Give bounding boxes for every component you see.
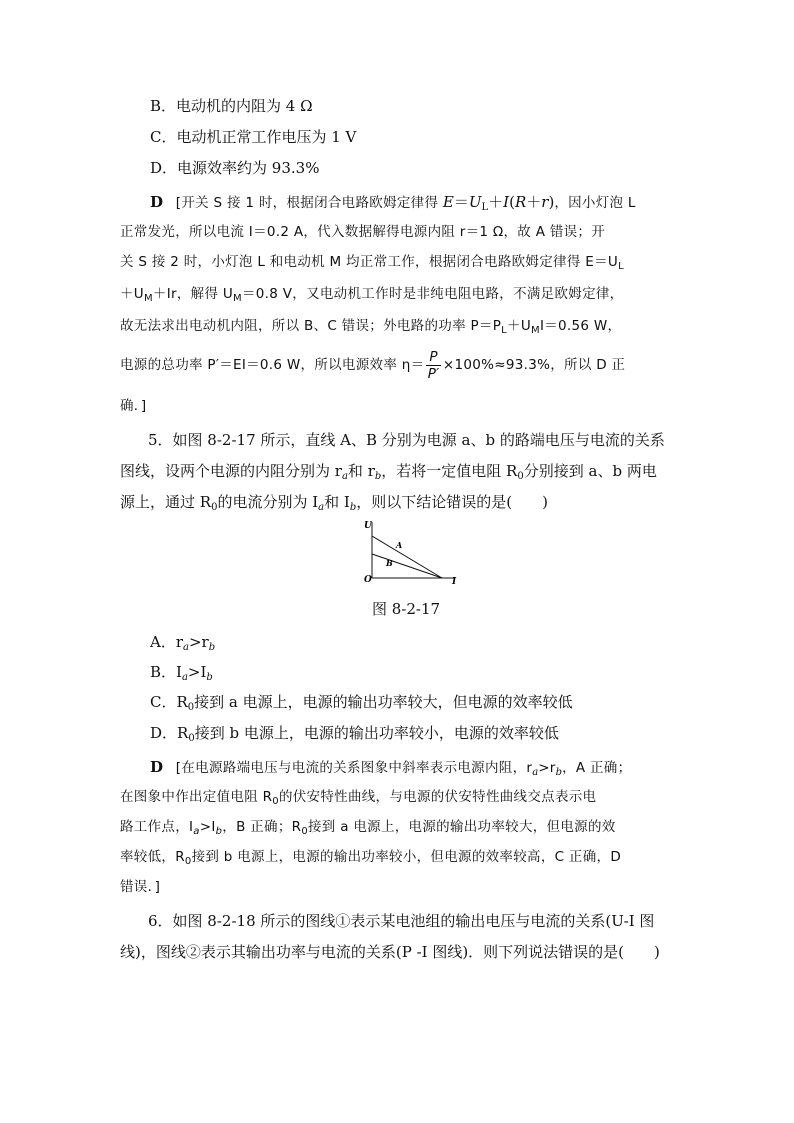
figure-caption: 图 8-2-17 (372, 600, 441, 618)
origin-label: O (364, 575, 372, 585)
q4-answer-line-6: 电源的总功率 P′＝EI＝0.6 W，所以电源效率 η＝ $\frac{P}{P'}$ ×100%≈93.3%，所以 D 正 (120, 348, 626, 382)
q5-option-d: D．$R_0$接到 b 电源上，电源的输出功率较小，电源的效率较低 (150, 724, 559, 744)
q4-answer-line-4: $+U_M+Ir$，解得 $U_M=0.8$ V，又电动机工作时是非纯电阻电路，不满足欧姆定律， (120, 286, 624, 304)
q4-answer-line-7: 确．] (120, 398, 147, 414)
q4-answer-line-5: 故无法求出电动机内阻，所以 B、C 错误；外电路的功率 $P=P_L+U_MI=0.56$ W， (120, 318, 622, 336)
figure-8-2-17 (356, 518, 466, 588)
q4-answer-letter: D (150, 193, 164, 211)
q5-option-c: C．$R_0$接到 a 电源上，电源的输出功率较大，但电源的效率较低 (150, 693, 573, 713)
q5-answer-line-1: D [在电源路端电压与电流的关系图象中斜率表示电源内阻，$r_a>r_b$，A 正确； (150, 758, 632, 778)
line-b-label: B (386, 558, 393, 568)
q5-stem-line-1: 5．如图 8-2-17 所示，直线 A、B 分别为电源 a、b 的路端电压与电流的关系 (148, 431, 665, 449)
line-a (372, 536, 442, 578)
q6-stem-line-1: 6．如图 8-2-18 所示的图线①表示某电池组的输出电压与电流的关系(U-I 图 (148, 912, 655, 930)
q5-answer-line-5: 错误．] (120, 879, 161, 895)
q5-answer-line-3: 路工作点，$I_a>I_b$，B 正确；$R_0$接到 a 电源上，电源的输出功率较大，但电源的效 (120, 819, 616, 837)
q5-stem-line-2: 图线，设两个电源的内阻分别为 $r_a$和 $r_b$，若将一定值电阻 $R_0$分别接到 a、b 两电 (120, 462, 657, 482)
efficiency-fraction: $\frac{P}{P'}$ (427, 348, 440, 382)
line-b (372, 554, 442, 578)
q4-answer-line-2: 正常发光，所以电流 I＝0.2 A，代入数据解得电源内阻 r＝1 Ω，故 A 错误；开 (120, 224, 606, 240)
q6-stem-line-2: 线)，图线②表示其输出功率与电流的关系(P -I 图线)．则下列说法错误的是( ) (120, 943, 660, 961)
i-axis-label: I (452, 577, 457, 587)
q5-answer-line-4: 率较低，$R_0$接到 b 电源上，电源的输出功率较小，但电源的效率较高，C 正确，D (120, 849, 622, 867)
q5-stem-line-3: 源上，通过 $R_0$的电流分别为 $I_a$和 $I_b$，则以下结论错误的是( ) (120, 493, 548, 513)
q5-answer-line-2: 在图象中作出定值电阻 $R_0$的伏安特性曲线，与电源的伏安特性曲线交点表示电 (120, 789, 597, 807)
u-axis-label: U (364, 521, 372, 531)
q5-answer-letter: D (150, 758, 164, 776)
q4-answer-line-1: D [开关 S 接 1 时，根据闭合电路欧姆定律得 $E=U_L+I(R+r)$，因小灯泡 L (150, 193, 636, 213)
q4-option-c: C．电动机正常工作电压为 1 V (150, 128, 357, 146)
q5-option-a: A．$r_a>r_b$ (150, 633, 216, 653)
q4-answer-line-3: 关 S 接 2 时，小灯泡 L 和电动机 M 均正常工作，根据闭合电路欧姆定律得 $E=U_L$ (120, 254, 624, 272)
q4-option-b: B．电动机的内阻为 4 Ω (150, 97, 313, 115)
q4-option-d: D．电源效率约为 93.3% (150, 159, 320, 177)
line-a-label: A (396, 540, 403, 550)
q5-option-b: B．$I_a>I_b$ (150, 663, 213, 683)
